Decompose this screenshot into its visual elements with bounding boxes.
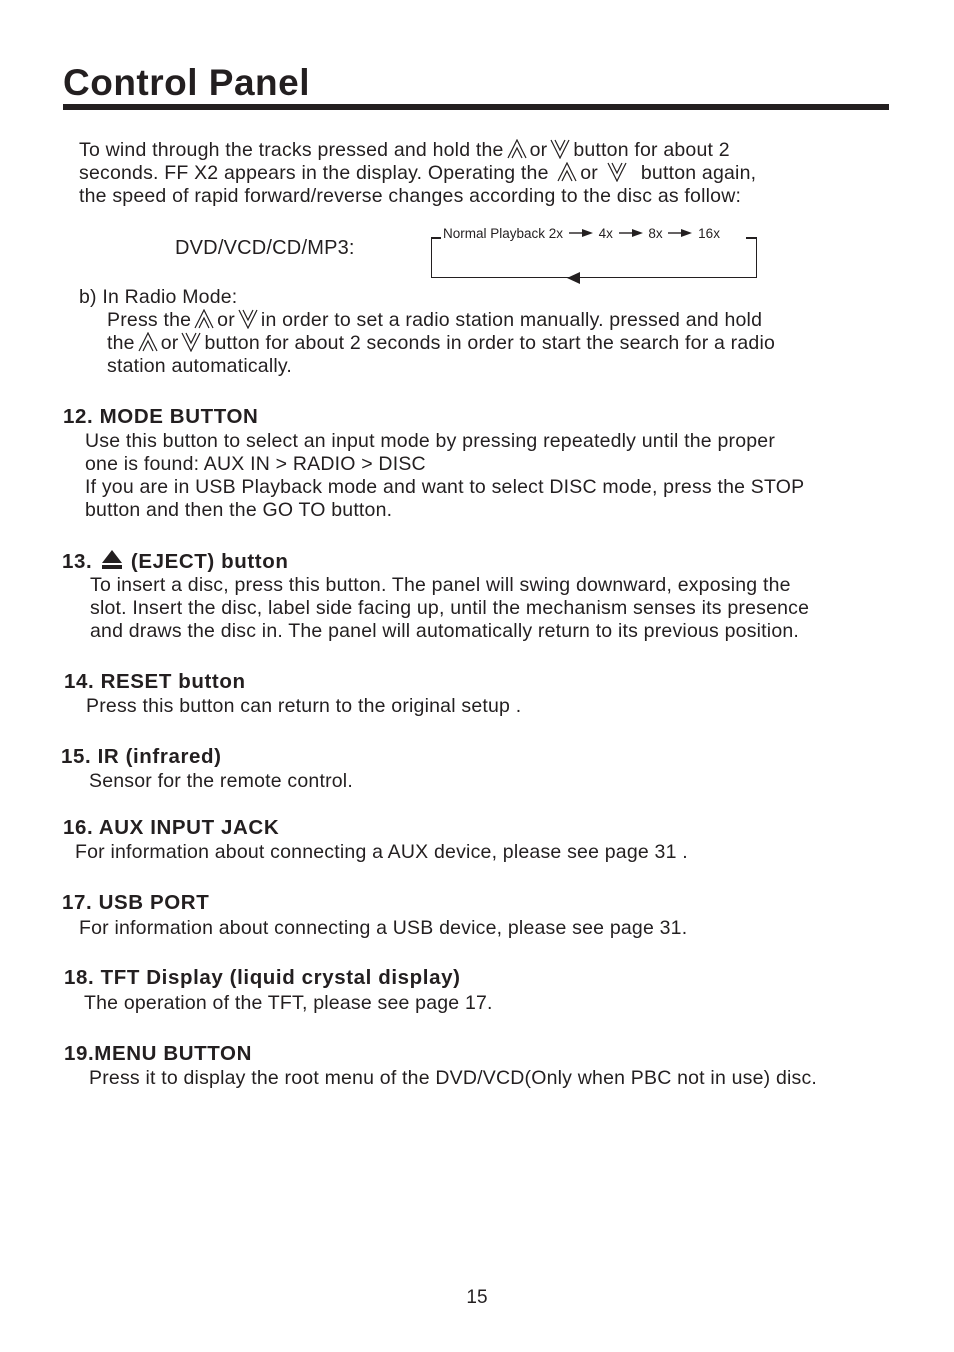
eject-line: slot. Insert the disc, label side facing up, until the mechanism senses its presence [90, 597, 810, 619]
eject-icon [101, 549, 123, 571]
up-arrow-icon [507, 139, 527, 159]
mode-line: button and then the GO TO button. [85, 499, 393, 521]
radio-line-1 [107, 309, 762, 332]
or-text: or [580, 162, 599, 184]
speed-step: 8x [648, 226, 663, 241]
eject-heading-number: 13. [62, 550, 93, 573]
speed-start: Normal Playback 2x [443, 226, 564, 241]
mode-line: If you are in USB Playback mode and want to select DISC mode, press the STOP [85, 476, 805, 498]
radio-text: the [107, 332, 135, 354]
page-title: Control Panel [63, 62, 311, 103]
speed-diagram-label: DVD/VCD/CD/MP3: [175, 237, 355, 259]
reset-heading: 14. RESET button [64, 670, 246, 693]
page-number: 15 [466, 1287, 488, 1308]
mode-line: one is found: AUX IN > RADIO > DISC [85, 453, 426, 475]
aux-heading: 16. AUX INPUT JACK [63, 816, 280, 839]
eject-heading [62, 549, 288, 574]
down-arrow-icon [550, 139, 570, 159]
arrow-left-icon [566, 271, 582, 285]
eject-line: To insert a disc, press this button. The panel will swing downward, exposing the [90, 574, 791, 596]
up-arrow-icon [138, 332, 158, 352]
intro-line-3: the speed of rapid forward/reverse changes according to the disc as follow: [79, 185, 742, 207]
or-text: or [529, 139, 548, 161]
speed-diagram-row [443, 226, 720, 241]
speed-step: 4x [598, 226, 613, 241]
ir-heading: 15. IR (infrared) [61, 745, 222, 768]
reset-line: Press this button can return to the original setup . [86, 695, 522, 717]
radio-text: button for about 2 seconds in order to start the search for a radio [204, 332, 776, 354]
mode-line: Use this button to select an input mode by pressing repeatedly until the proper [85, 430, 776, 452]
down-arrow-icon [607, 162, 627, 182]
diagram-tick-left [431, 237, 441, 239]
arrow-right-icon [617, 228, 645, 238]
or-text: or [217, 309, 235, 331]
radio-heading: b) In Radio Mode: [79, 286, 238, 308]
intro-line-1 [79, 139, 730, 162]
mode-heading: 12. MODE BUTTON [63, 405, 259, 428]
intro-text: To wind through the tracks pressed and hold the [79, 139, 504, 161]
intro-text: button again, [640, 162, 757, 184]
arrow-right-icon [567, 228, 595, 238]
ir-line: Sensor for the remote control. [89, 770, 353, 792]
menu-line: Press it to display the root menu of the DVD/VCD(Only when PBC not in use) disc. [89, 1067, 818, 1089]
radio-text: Press the [107, 309, 192, 331]
radio-text: in order to set a radio station manually. pressed and hold [260, 309, 763, 331]
usb-heading: 17. USB PORT [62, 891, 210, 914]
eject-heading-text: (EJECT) button [130, 550, 289, 573]
menu-heading: 19.MENU BUTTON [64, 1042, 252, 1065]
intro-text: button for about 2 [573, 139, 730, 161]
up-arrow-icon [194, 309, 214, 329]
down-arrow-icon [181, 332, 201, 352]
radio-line-3: station automatically. [107, 355, 293, 377]
intro-text: seconds. FF X2 appears in the display. Operating the [79, 162, 549, 184]
radio-line-2 [107, 332, 775, 355]
eject-line: and draws the disc in. The panel will automatically return to its previous position. [90, 620, 800, 642]
intro-line-2 [79, 162, 756, 185]
tft-line: The operation of the TFT, please see page 17. [84, 992, 493, 1014]
speed-diagram-loop [431, 237, 757, 278]
or-text: or [160, 332, 179, 354]
diagram-tick-right [746, 237, 756, 239]
speed-step: 16x [698, 226, 720, 241]
usb-line: For information about connecting a USB device, please see page 31. [79, 917, 688, 939]
up-arrow-icon [557, 162, 577, 182]
arrow-right-icon [666, 228, 694, 238]
tft-heading: 18. TFT Display (liquid crystal display) [64, 966, 461, 989]
aux-line: For information about connecting a AUX device, please see page 31 . [75, 841, 688, 863]
title-rule [63, 104, 889, 110]
down-arrow-icon [238, 309, 258, 329]
